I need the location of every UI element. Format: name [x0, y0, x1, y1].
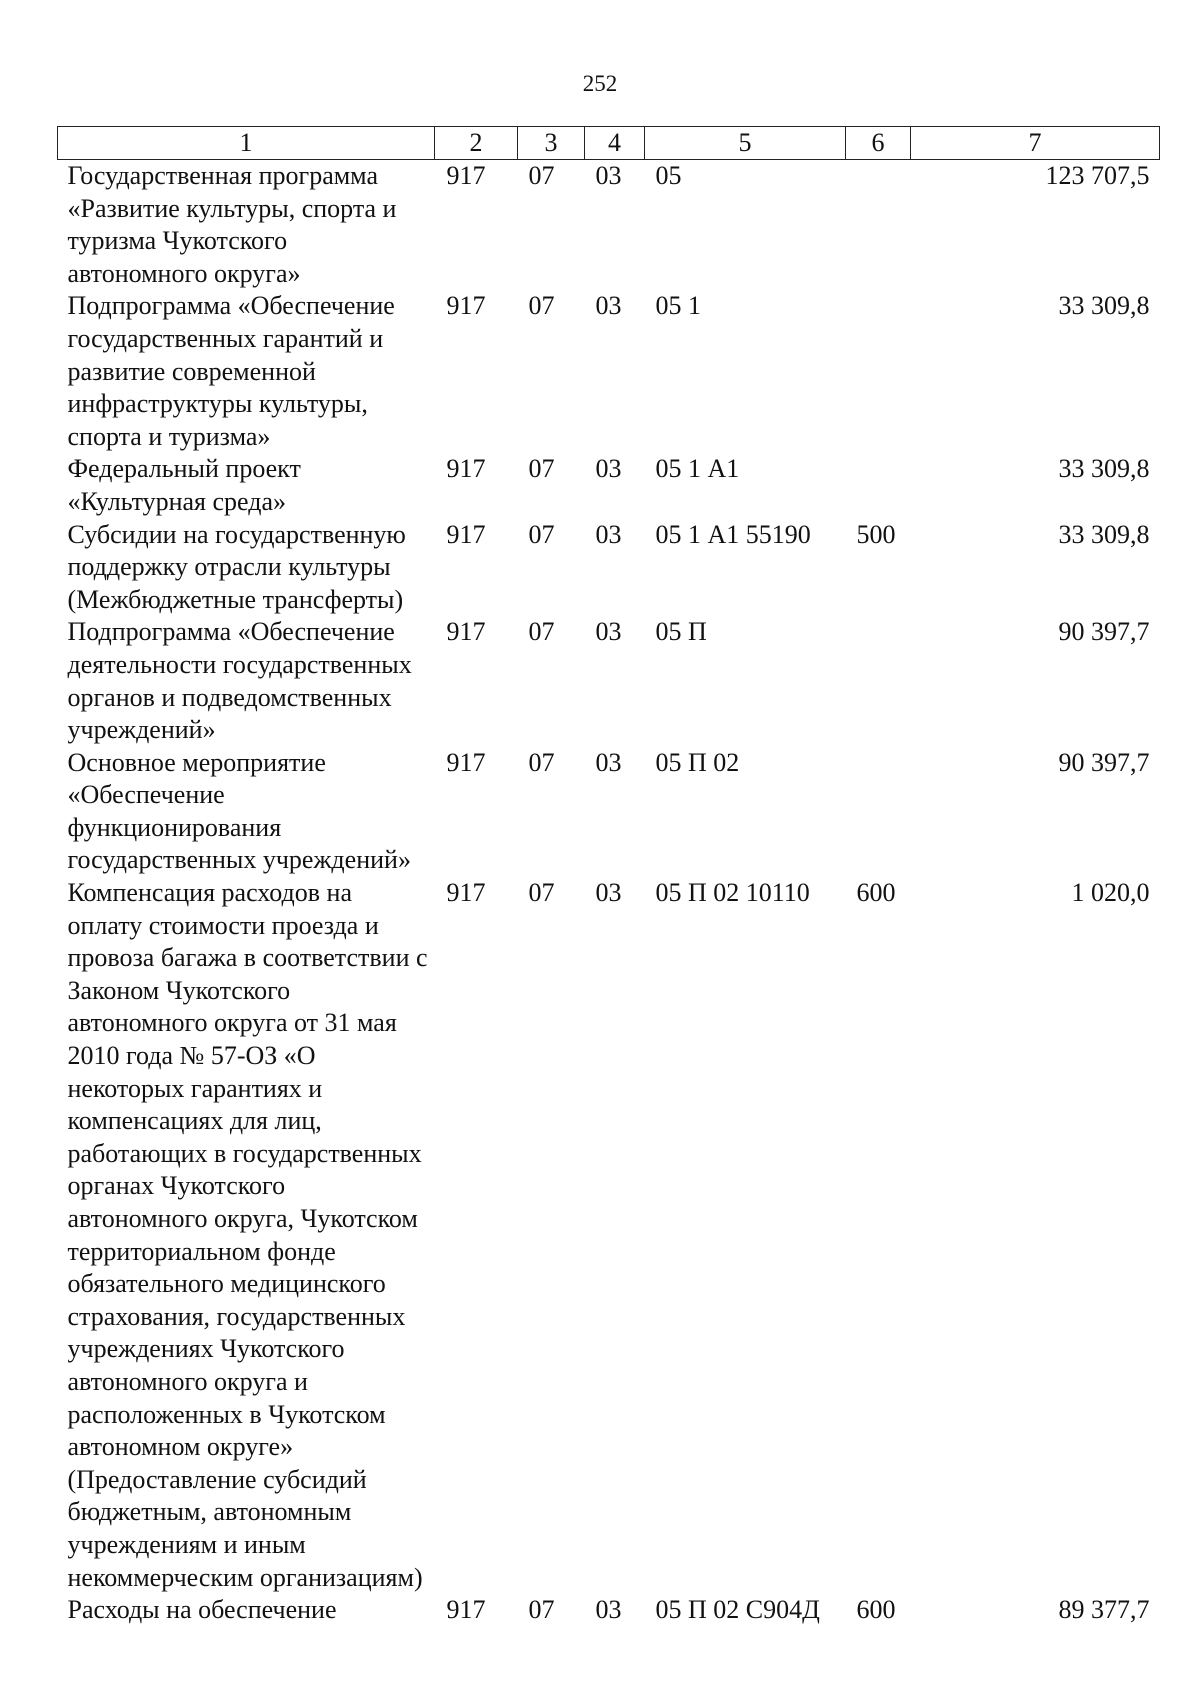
row-expense-type: 600	[856, 878, 896, 908]
row-amount: 33 309,8	[1058, 291, 1150, 321]
row-expense-type	[846, 747, 911, 877]
row-ministry-code: 917	[446, 519, 486, 549]
row-section-code: 07	[528, 1595, 555, 1625]
table-row	[58, 1594, 1160, 1627]
column-header-3: 3	[518, 127, 585, 160]
row-name: Основное мероприятие «Обеспечение функционирования государственных учреждений»	[67, 747, 411, 875]
row-section-code: 07	[528, 161, 555, 190]
row-ministry-code: 917	[446, 747, 486, 777]
row-target-article: 05 1	[655, 291, 701, 321]
table-row	[58, 453, 1160, 518]
row-expense-type	[846, 616, 911, 746]
row-ministry-code: 917	[446, 454, 486, 484]
row-name: Субсидии на государственную поддержку отрасли культуры (Межбюджетные трансферты)	[67, 519, 406, 614]
table-row	[58, 616, 1160, 746]
row-subsection-code: 03	[595, 161, 622, 190]
row-ministry-code: 917	[446, 1595, 486, 1625]
table-row	[58, 519, 1160, 617]
row-target-article: 05	[655, 161, 682, 190]
row-subsection-code: 03	[595, 291, 622, 321]
row-name: Компенсация расходов на оплату стоимости проезда и провоза багажа в соответствии с Законом Чукотского автономного округа от 31 мая 2010 года № 57-ОЗ «О некоторых гарантиях и компенсациях для лиц, работающих в государственных органах Чукотского автономного округа, Чукотском территориальном фонде обязательного медицинского страхования, государственных учреждениях Чукотского автономного округа и расположенных в Чукотском автономном округе» (Предоставление субсидий бюджетным, автономным учреждениям и иным некоммерческим организациям)	[67, 878, 428, 1592]
row-ministry-code: 917	[446, 617, 486, 647]
row-target-article: 05 П 02 10110	[655, 878, 810, 908]
row-section-code: 07	[528, 291, 555, 321]
row-section-code: 07	[528, 617, 555, 647]
row-expense-type: 500	[856, 519, 896, 549]
row-name: Государственная программа «Развитие культуры, спорта и туризма Чукотского автономного округа»	[67, 161, 397, 288]
row-amount: 90 397,7	[1058, 747, 1150, 777]
row-subsection-code: 03	[595, 617, 622, 647]
row-target-article: 05 1 А1	[655, 454, 740, 484]
row-name: Подпрограмма «Обеспечение государственных гарантий и развитие современной инфраструктуры культуры, спорта и туризма»	[67, 291, 395, 451]
row-section-code: 07	[528, 454, 555, 484]
table-row	[58, 747, 1160, 877]
row-subsection-code: 03	[595, 878, 622, 908]
row-name: Подпрограмма «Обеспечение деятельности государственных органов и подведомственных учреждений»	[67, 617, 412, 745]
row-amount: 1 020,0	[1071, 878, 1150, 908]
row-expense-type	[846, 290, 911, 453]
column-header-5: 5	[645, 127, 846, 160]
row-section-code: 07	[528, 747, 555, 777]
row-amount: 90 397,7	[1058, 617, 1150, 647]
row-target-article: 05 П	[655, 617, 707, 647]
budget-table	[57, 126, 1160, 1627]
column-header-2: 2	[435, 127, 518, 160]
row-amount: 89 377,7	[1058, 1595, 1150, 1625]
row-target-article: 05 П 02 С904Д	[655, 1595, 820, 1625]
row-expense-type	[846, 160, 911, 291]
row-name: Расходы на обеспечение	[67, 1595, 337, 1625]
row-subsection-code: 03	[595, 519, 622, 549]
table-row	[58, 290, 1160, 453]
row-section-code: 07	[528, 878, 555, 908]
column-header-4: 4	[585, 127, 645, 160]
row-target-article: 05 1 А1 55190	[655, 519, 811, 549]
row-ministry-code: 917	[446, 161, 486, 190]
row-amount: 33 309,8	[1058, 519, 1150, 549]
page-number: 252	[582, 71, 618, 96]
row-expense-type: 600	[856, 1595, 896, 1625]
row-amount: 123 707,5	[1045, 161, 1150, 190]
column-header-1: 1	[58, 127, 435, 160]
column-header-7: 7	[911, 127, 1160, 160]
row-subsection-code: 03	[595, 747, 622, 777]
row-subsection-code: 03	[595, 1595, 622, 1625]
row-expense-type	[846, 453, 911, 518]
row-amount: 33 309,8	[1058, 454, 1150, 484]
table-row	[58, 160, 1160, 291]
column-header-6: 6	[846, 127, 911, 160]
row-section-code: 07	[528, 519, 555, 549]
row-target-article: 05 П 02	[655, 747, 740, 777]
row-subsection-code: 03	[595, 454, 622, 484]
table-row	[58, 877, 1160, 1594]
row-name: Федеральный проект «Культурная среда»	[67, 454, 301, 516]
row-ministry-code: 917	[446, 291, 486, 321]
header-row	[58, 127, 1160, 160]
row-ministry-code: 917	[446, 878, 486, 908]
